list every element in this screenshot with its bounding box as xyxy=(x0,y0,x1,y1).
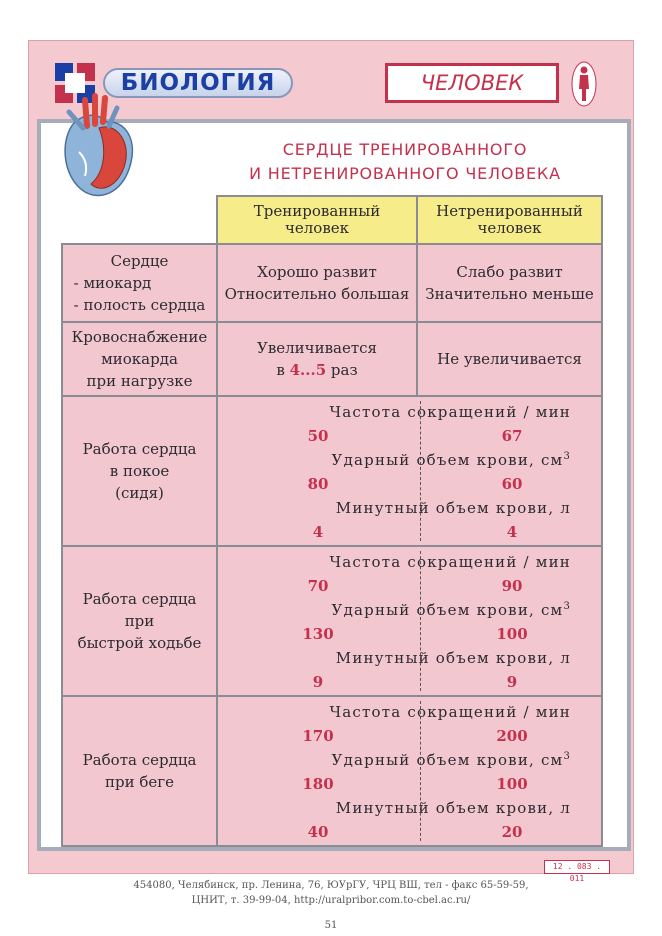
run-minute-trained: 40 xyxy=(307,823,329,841)
metric-label-minute: Минутный объем крови, л xyxy=(335,499,571,517)
walk-stroke-untrained: 100 xyxy=(496,625,528,643)
run-stroke-untrained: 100 xyxy=(496,775,528,793)
page-number: 51 xyxy=(324,920,338,931)
rest-stroke-trained: 80 xyxy=(307,475,329,493)
column-divider xyxy=(420,701,421,841)
run-stroke-trained: 180 xyxy=(302,775,334,793)
metric-label-stroke: Ударный объем крови, $см^3$ xyxy=(331,601,571,619)
footer-address: 454080, Челябинск, пр. Ленина, 76, ЮУрГУ, ЧРЦ ВШ, тел - факс 65-59-59, xyxy=(133,880,529,891)
topic-box xyxy=(385,63,559,103)
rest-minute-untrained: 4 xyxy=(506,523,518,541)
comparison-table xyxy=(61,195,603,847)
metrics-block-walking xyxy=(217,546,602,696)
metrics-block-running xyxy=(217,696,602,846)
metric-label-stroke: Ударный объем крови, $см^3$ xyxy=(331,451,571,469)
walk-stroke-trained: 130 xyxy=(302,625,334,643)
metric-label-stroke: Ударный объем крови, $см^3$ xyxy=(331,751,571,769)
walk-minute-untrained: 9 xyxy=(506,673,518,691)
column-divider xyxy=(420,551,421,691)
heart-illustration-icon xyxy=(55,92,143,204)
row-label-running: Работа сердца при беге xyxy=(62,696,217,846)
metric-label-rate: Частота сокращений / мин xyxy=(329,703,571,721)
person-figure-icon xyxy=(571,61,597,107)
table-corner xyxy=(62,196,217,244)
run-minute-untrained: 20 xyxy=(501,823,523,841)
walk-rate-trained: 70 xyxy=(307,577,329,595)
rest-rate-untrained: 67 xyxy=(501,427,523,445)
metric-label-minute: Минутный объем крови, л xyxy=(335,649,571,667)
footer-contacts: ЦНИТ, т. 39-99-04, http://uralpribor.com.to-cbel.ac.ru/ xyxy=(191,895,471,906)
run-rate-untrained: 200 xyxy=(496,727,528,745)
metric-label-rate: Частота сокращений / мин xyxy=(329,403,571,421)
rest-minute-trained: 4 xyxy=(312,523,324,541)
row-label-heart: Сердце - миокард - полость сердца xyxy=(62,244,217,322)
rest-stroke-untrained: 60 xyxy=(501,475,523,493)
walk-minute-trained: 9 xyxy=(312,673,324,691)
column-divider xyxy=(420,401,421,541)
row-label-walking: Работа сердца при быстрой ходьбе xyxy=(62,546,217,696)
title-line-1: СЕРДЦЕ ТРЕНИРОВАННОГО xyxy=(282,140,528,159)
catalog-stamp: 12 . 083 . 011 xyxy=(544,860,610,874)
metric-label-rate: Частота сокращений / мин xyxy=(329,553,571,571)
blood-trained-value: Увеличивается в 4...5 раз xyxy=(217,322,417,396)
brand-text: БИОЛОГИЯ xyxy=(120,70,276,96)
rest-rate-trained: 50 xyxy=(307,427,329,445)
walk-rate-untrained: 90 xyxy=(501,577,523,595)
heart-untrained-value: Слабо развит Значительно меньше xyxy=(417,244,602,322)
metrics-block-rest xyxy=(217,396,602,546)
title-line-2: И НЕТРЕНИРОВАННОГО ЧЕЛОВЕКА xyxy=(249,164,561,183)
column-header-untrained: Нетренированный человек xyxy=(417,196,602,244)
column-header-trained: Тренированный человек xyxy=(217,196,417,244)
heart-trained-value: Хорошо развит Относительно большая xyxy=(217,244,417,322)
run-rate-trained: 170 xyxy=(302,727,334,745)
metric-label-minute: Минутный объем крови, л xyxy=(335,799,571,817)
blood-untrained-value: Не увеличивается xyxy=(417,322,602,396)
row-label-rest: Работа сердца в покое (сидя) xyxy=(62,396,217,546)
row-label-blood-supply: Кровоснабжение миокарда при нагрузке xyxy=(62,322,217,396)
topic-text: ЧЕЛОВЕК xyxy=(420,71,524,95)
